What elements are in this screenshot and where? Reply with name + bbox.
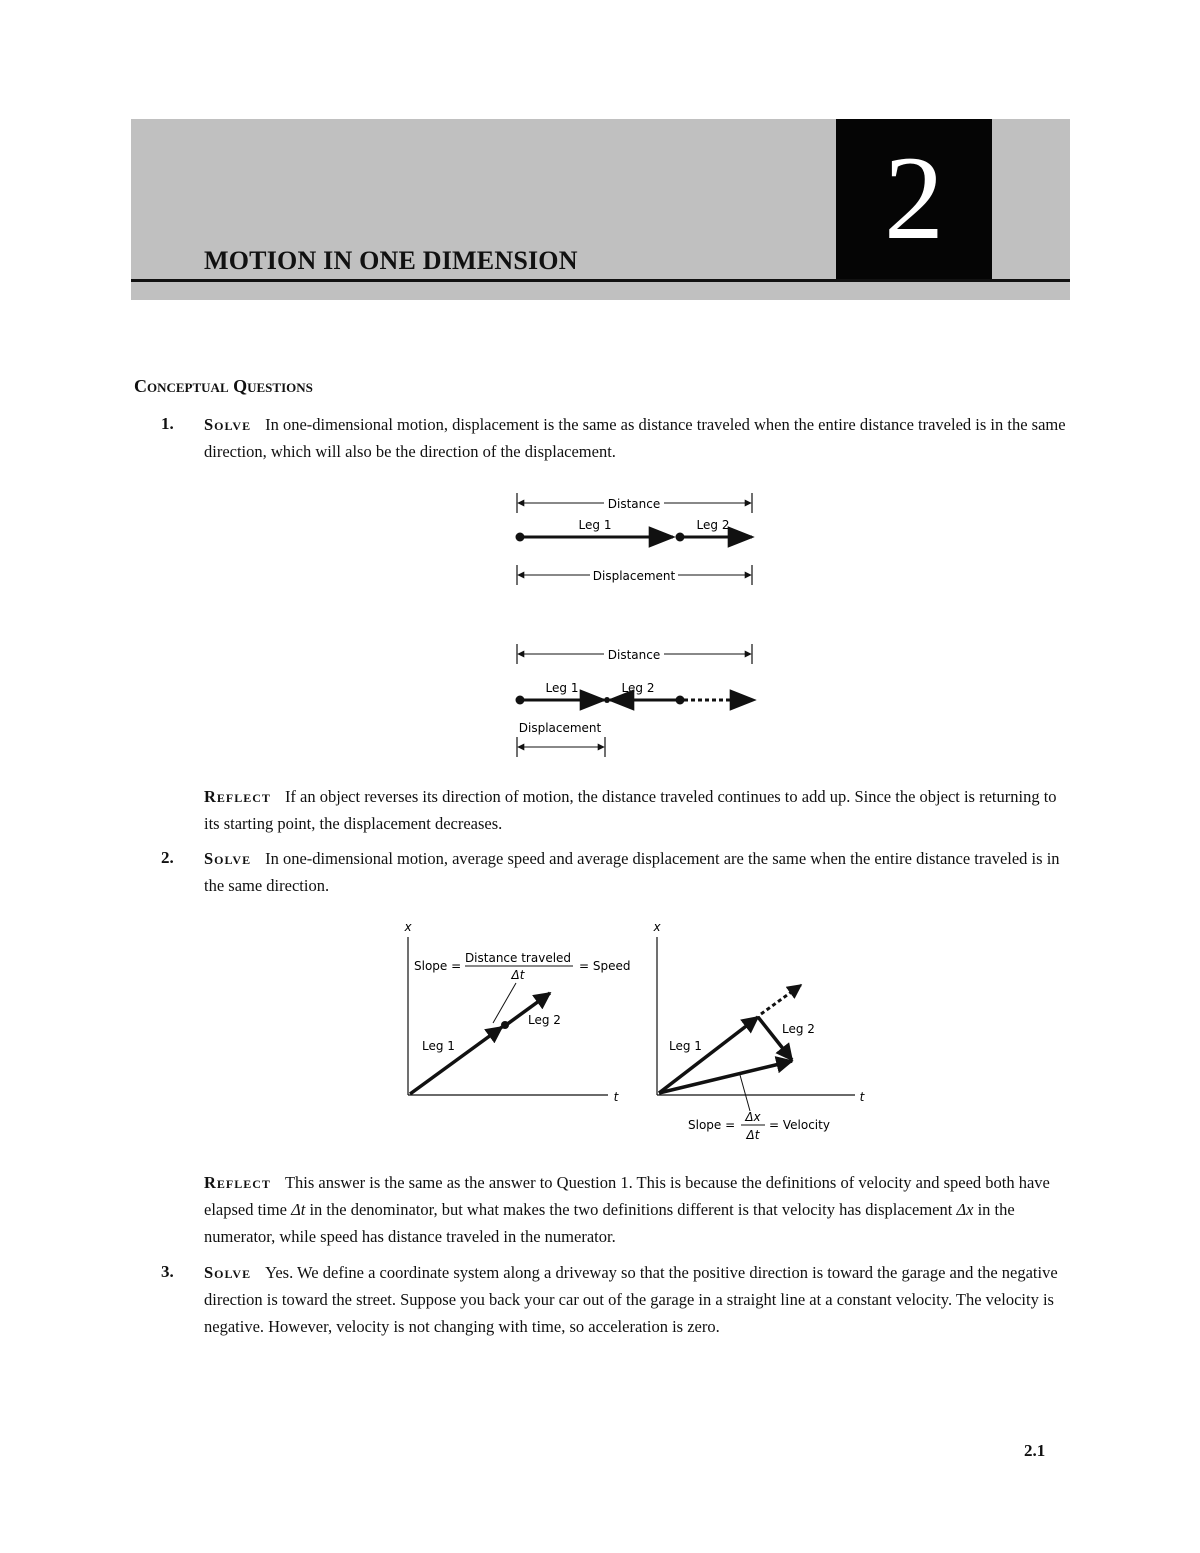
right-y-axis-label: x <box>653 920 661 934</box>
question-3-solve <box>204 1259 1074 1340</box>
solve-tag: Solve <box>204 415 252 434</box>
section-title: Conceptual Questions <box>134 376 313 396</box>
question-1-reflect <box>204 783 1074 837</box>
right-leg2-label: Leg 2 <box>782 1022 815 1036</box>
figure-distance-displacement <box>500 485 770 765</box>
right-extension-arrow <box>761 985 801 1014</box>
figure-speed-graph <box>398 915 643 1110</box>
question-3-number: 3. <box>161 1262 174 1281</box>
bottom-displacement-dimension <box>517 721 605 757</box>
left-slope-suffix: = Speed <box>579 959 631 973</box>
bottom-leg2-label: Leg 2 <box>621 681 655 695</box>
left-slope-prefix: Slope = <box>414 959 462 973</box>
top-leg1-label: Leg 1 <box>578 518 612 532</box>
top-displacement-dimension <box>517 565 752 585</box>
question-2-number: 2. <box>161 848 174 867</box>
question-2-reflect-pre: This answer is the same as the answer to Question 1. This is because the definitions of velocity and speed both have elapsed time <box>204 1173 1050 1219</box>
top-legs <box>516 518 753 542</box>
chapter-header-rule <box>131 279 1070 282</box>
bottom-displacement-label: Displacement <box>518 721 602 735</box>
solve-tag: Solve <box>204 849 252 868</box>
page-number: 2.1 <box>1024 1441 1046 1460</box>
right-slope-prefix: Slope = <box>688 1118 736 1132</box>
right-slope-denominator: Δt <box>746 1128 760 1142</box>
question-1-solve <box>204 411 1074 465</box>
right-slope-numerator: Δx <box>745 1110 761 1124</box>
question-2-solve-text: In one-dimensional motion, average speed and average displacement are the same when the entire distance traveled is in the same direction. <box>204 849 1060 895</box>
top-distance-label: Distance <box>607 497 661 511</box>
reflect-delta-x: Δx <box>956 1200 974 1219</box>
question-2-solve <box>204 845 1074 899</box>
chapter-title: MOTION IN ONE DIMENSION <box>204 246 578 275</box>
right-slope-suffix: = Velocity <box>769 1118 830 1132</box>
reflect-tag: Reflect <box>204 787 271 806</box>
figure-velocity-graph <box>645 915 875 1145</box>
bottom-distance-label: Distance <box>607 648 661 662</box>
left-leg1-label: Leg 1 <box>422 1039 455 1053</box>
bottom-legs <box>516 681 755 705</box>
left-leg2-label: Leg 2 <box>528 1013 561 1027</box>
question-1-solve-text: In one-dimensional motion, displacement is the same as distance traveled when the entire distance traveled is in the same direction, which will also be the direction of the displacement. <box>204 415 1066 461</box>
left-slope-numerator: Distance traveled <box>464 951 572 965</box>
chapter-number: 2 <box>884 131 944 264</box>
left-y-axis-label: x <box>404 920 412 934</box>
question-1-number: 1. <box>161 414 174 433</box>
bottom-leg1-label: Leg 1 <box>545 681 579 695</box>
reflect-tag: Reflect <box>204 1173 271 1192</box>
left-slope-denominator: Δt <box>511 968 525 982</box>
bottom-distance-dimension <box>517 644 752 664</box>
top-displacement-label: Displacement <box>592 569 676 583</box>
right-x-axis-label: t <box>859 1090 865 1104</box>
top-distance-dimension <box>517 493 752 513</box>
solve-tag: Solve <box>204 1263 252 1282</box>
left-leg1-arrow <box>410 1027 502 1094</box>
question-1-reflect-text: If an object reverses its direction of motion, the distance traveled continues to add up. Since the object is returning to its starting point, the displacement decreases. <box>204 787 1057 833</box>
left-x-axis-label: t <box>613 1090 619 1104</box>
question-2-reflect-mid: in the denominator, but what makes the two definitions different is that velocity has displacement <box>309 1200 953 1219</box>
right-leg1-label: Leg 1 <box>669 1039 702 1053</box>
top-leg2-label: Leg 2 <box>696 518 730 532</box>
reflect-delta-t: Δt <box>291 1200 306 1219</box>
question-3-solve-text: Yes. We define a coordinate system along a driveway so that the positive direction is toward the garage and the negative direction is toward the street. Suppose you back your car out of the garage in a straight line at a constant velocity. The velocity is negative. However, velocity is not changing with time, so acceleration is zero. <box>204 1263 1058 1336</box>
question-2-reflect-post: in the numerator, while speed has distance traveled in the numerator. <box>204 1200 1015 1246</box>
question-2-reflect <box>204 1169 1074 1250</box>
